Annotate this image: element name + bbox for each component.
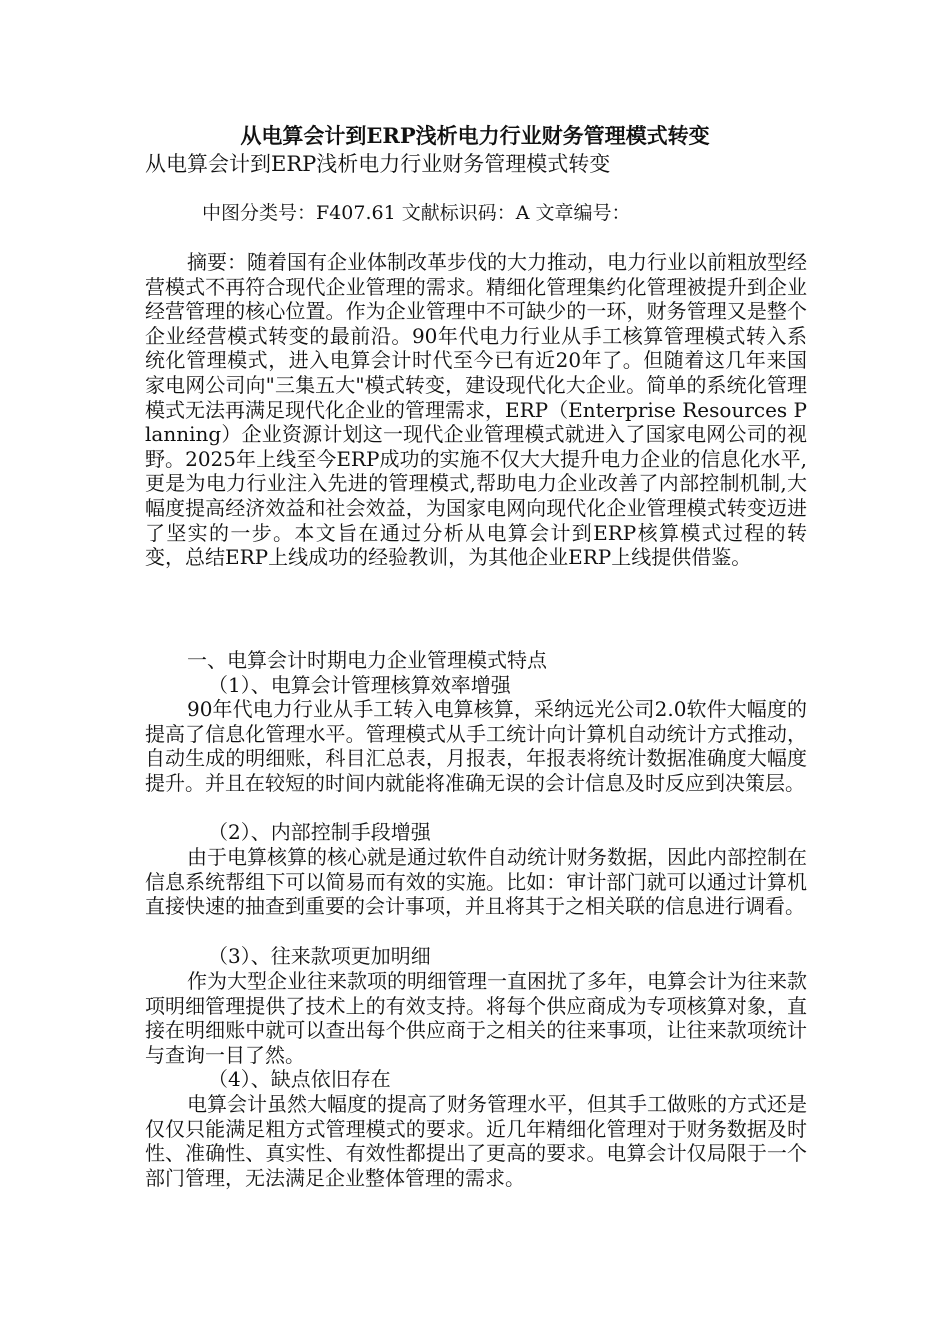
document-title: 从电算会计到ERP浅析电力行业财务管理模式转变: [240, 123, 710, 148]
subsection-paragraph-4: 电算会计虽然大幅度的提高了财务管理水平，但其手工做账的方式还是仅仅只能满足粗方式管理模式的要求。近几年精细化管理对于财务数据及时性、准确性、真实性、有效性都提出了更高的要求。电算会计仅局限于一个部门管理，无法满足企业整体管理的需求。: [145, 1092, 807, 1190]
section-heading: 一、电算会计时期电力企业管理模式特点: [187, 648, 547, 672]
classification-line: 中图分类号：F407.61 文献标识码：A 文章编号：: [202, 202, 631, 224]
subsection-heading-1: （1）、电算会计管理核算效率增强: [208, 673, 511, 697]
subsection-paragraph-1: 90年代电力行业从手工转入电算核算，采纳远光公司2.0软件大幅度的提高了信息化管理水平。管理模式从手工统计向计算机自动统计方式推动，自动生成的明细账，科目汇总表，月报表，年报表将统计数据准确度大幅度提升。并且在较短的时间内就能将准确无误的会计信息及时反应到决策层。: [145, 697, 807, 795]
subsection-heading-3: （3）、往来款项更加明细: [208, 944, 431, 968]
abstract-paragraph: 摘要：随着国有企业体制改革步伐的大力推动，电力行业以前粗放型经营模式不再符合现代企业管理的需求。精细化管理集约化管理被提升到企业经营管理的核心位置。作为企业管理中不可缺少的一环，财务管理又是整个企业经营模式转变的最前沿。90年代电力行业从手工核算管理模式转入系统化管理模式，进入电算会计时代至今已有近20年了。但随着这几年来国家电网公司向"三集五大"模式转变，建设现代化大企业。简单的系统化管理模式无法再满足现代化企业的管理需求，ERP（Enterprise Resources Planning）企业资源计划这一现代企业管理模式就进入了国家电网公司的视野。2025年上线至今ERP成功的实施不仅大大提升电力企业的信息化水平,更是为电力行业注入先进的管理模式,帮助电力企业改善了内部控制机制,大幅度提高经济效益和社会效益，为国家电网向现代化企业管理模式转变迈进了坚实的一步。本文旨在通过分析从电算会计到ERP核算模式过程的转变，总结ERP上线成功的经验教训，为其他企业ERP上线提供借鉴。: [145, 250, 808, 570]
subsection-paragraph-3: 作为大型企业往来款项的明细管理一直困扰了多年，电算会计为往来款项明细管理提供了技术上的有效支持。将每个供应商成为专项核算对象，直接在明细账中就可以查出每个供应商于之相关的往来事项，让往来款项统计与查询一目了然。: [145, 969, 807, 1067]
document-subtitle: 从电算会计到ERP浅析电力行业财务管理模式转变: [145, 152, 611, 176]
subsection-paragraph-2: 由于电算核算的核心就是通过软件自动统计财务数据，因此内部控制在信息系统帮组下可以简易而有效的实施。比如：审计部门就可以通过计算机直接快速的抽查到重要的会计事项，并且将其于之相关联的信息进行调看。: [145, 845, 807, 919]
subsection-heading-4: （4）、缺点依旧存在: [208, 1067, 391, 1091]
subsection-heading-2: （2）、内部控制手段增强: [208, 820, 431, 844]
